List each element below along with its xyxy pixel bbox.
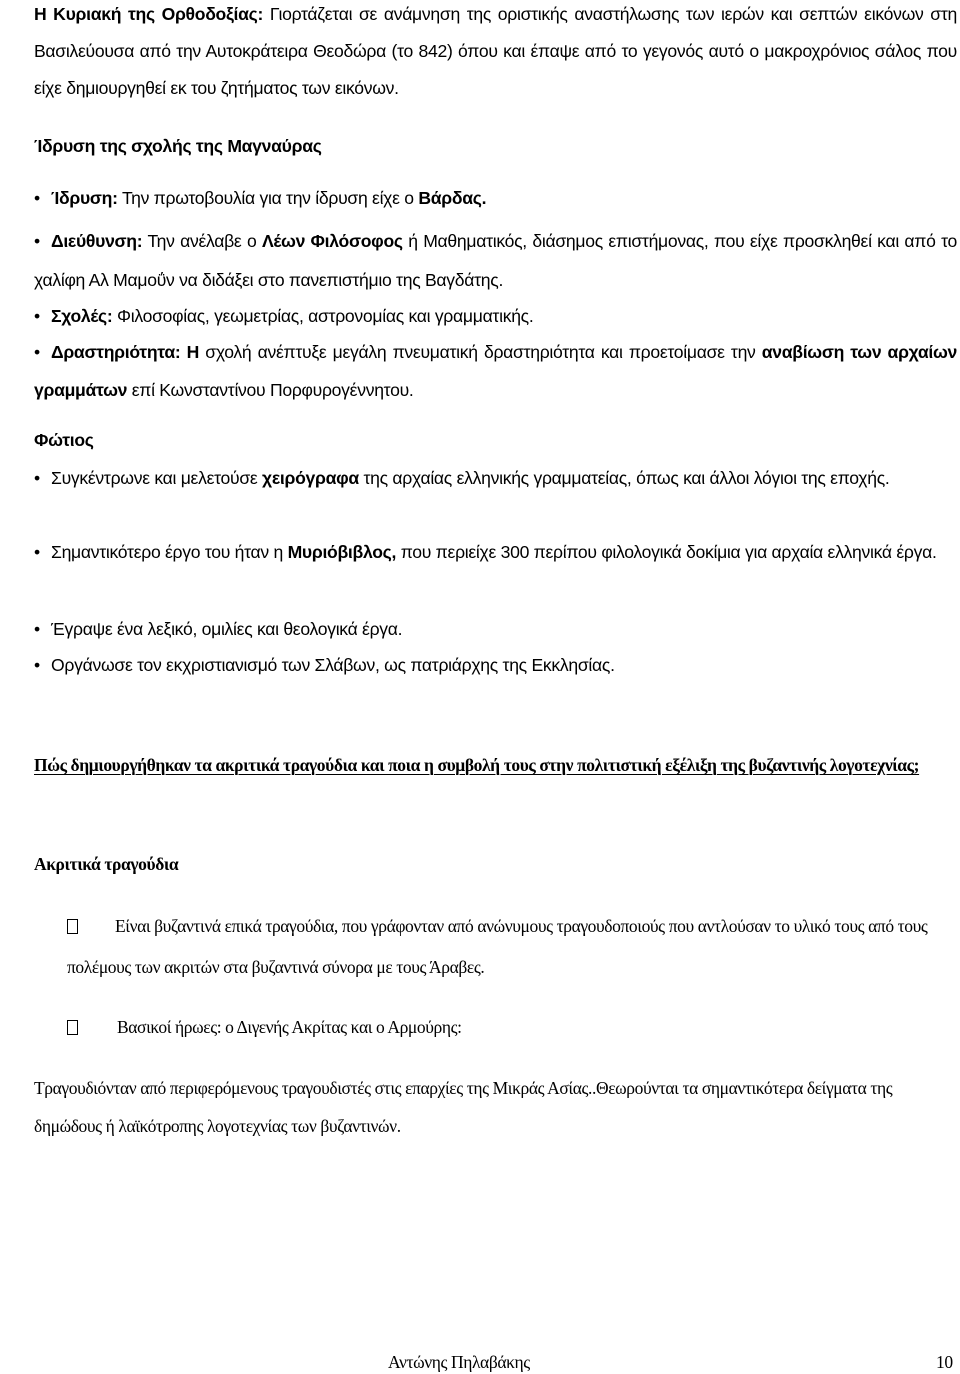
magnaura-item-activity: • Δραστηριότητα: Η σχολή ανέπτυξε μεγάλη πνευματική δραστηριότητα και προετοίμασε την αναβίωση των αρχαίων γραμμάτων επί Κωνσταντίνου Πορφυρογέννητου.: [34, 333, 957, 409]
schools-label: Σχολές:: [51, 306, 113, 326]
akritika-heading: Ακριτικά τραγούδια: [34, 854, 179, 874]
akritika-question: Πώς δημιουργήθηκαν τα ακριτικά τραγούδια και ποια η συμβολή τους στην πολιτιστική εξέλιξη της βυζαντινής λογοτεχνίας;: [34, 755, 920, 775]
checkbox-icon: [67, 1020, 78, 1035]
bullet-icon: •: [34, 188, 40, 208]
bullet-icon: •: [34, 231, 40, 251]
magnaura-heading: Ίδρυση της σχολής της Μαγναύρας: [34, 136, 322, 156]
photios-item-manuscripts: • Συγκέντρωνε και μελετούσε χειρόγραφα της αρχαίας ελληνικής γραμματείας, όπως και άλλοι λόγιοι της εποχής.: [34, 459, 957, 497]
bullet-icon: •: [34, 468, 40, 488]
akritika-item-definition: Είναι βυζαντινά επικά τραγούδια, που γράφονταν από ανώνυμους τραγουδοποιούς που αντλούσαν το υλικό τους από τους πολέμους των ακριτών στα βυζαντινά σύνορα με τους Άραβες.: [67, 916, 928, 977]
orthodoxy-label: Η Κυριακή της Ορθοδοξίας:: [34, 4, 264, 24]
founding-label: Ίδρυση:: [51, 188, 118, 208]
magnaura-item-founding: • Ίδρυση: Την πρωτοβουλία για την ίδρυση είχε ο Βάρδας.: [34, 188, 487, 208]
bullet-icon: •: [34, 306, 40, 326]
bullet-icon: •: [34, 542, 40, 562]
direction-label: Διεύθυνση:: [51, 231, 143, 251]
bullet-icon: •: [34, 619, 40, 639]
akritika-item-heroes: Βασικοί ήρωες: ο Διγενής Ακρίτας και ο Αρμούρης:: [67, 1015, 957, 1039]
page-number: 10: [936, 1352, 953, 1372]
photios-heading: Φώτιος: [34, 430, 94, 450]
orthodoxy-text: Γιορτάζεται σε ανάμνηση της οριστικής αναστήλωσης των ιερών και σεπτών εικόνων στη Βασιλεύουσα από την Αυτοκράτειρα Θεοδώρα (το 842) όπου και έπαψε από το γεγονός αυτό ο μακροχρόνιος σάλος που είχε δημιουργηθεί εκ του ζητήματος των εικόνων.: [34, 4, 958, 98]
orthodoxy-paragraph: [34, 0, 957, 107]
magnaura-item-direction: • Διεύθυνση: Την ανέλαβε ο Λέων Φιλόσοφος ή Μαθηματικός, διάσημος επιστήμονας, που είχε προσκληθεί και από το χαλίφη Αλ Μαμοΰν να διδάξει στο πανεπιστήμιο της Βαγδάτης.: [34, 222, 957, 300]
photios-item-lexicon: • Έγραψε ένα λεξικό, ομιλίες και θεολογικά έργα.: [34, 619, 403, 639]
bullet-icon: •: [34, 655, 40, 675]
footer-author: Αντώνης Πηλαβάκης: [388, 1352, 530, 1372]
bullet-icon: •: [34, 342, 40, 362]
akritika-paragraph: Τραγουδιόνταν από περιφερόμενους τραγουδιστές στις επαρχίες της Μικράς Ασίας..Θεωρούνται τα σημαντικότερα δείγματα της δημώδους ή λαϊκότροπης λογοτεχνίας των βυζαντινών.: [34, 1078, 893, 1136]
photios-item-myriobiblos: • Σημαντικότερο έργο του ήταν η Μυριόβιβλος, που περιείχε 300 περίπου φιλολογικά δοκίμια για αρχαία ελληνικά έργα.: [34, 533, 957, 571]
checkbox-icon: [67, 919, 78, 934]
activity-label: Δραστηριότητα: Η: [51, 342, 200, 362]
leo-name: Λέων Φιλόσοφος: [261, 231, 403, 251]
photios-item-slavs: • Οργάνωσε τον εκχριστιανισμό των Σλάβων, ως πατριάρχης της Εκκλησίας.: [34, 655, 615, 675]
vardas-name: Βάρδας.: [418, 188, 487, 208]
magnaura-item-schools: • Σχολές: Φιλοσοφίας, γεωμετρίας, αστρονομίας και γραμματικής.: [34, 306, 534, 326]
